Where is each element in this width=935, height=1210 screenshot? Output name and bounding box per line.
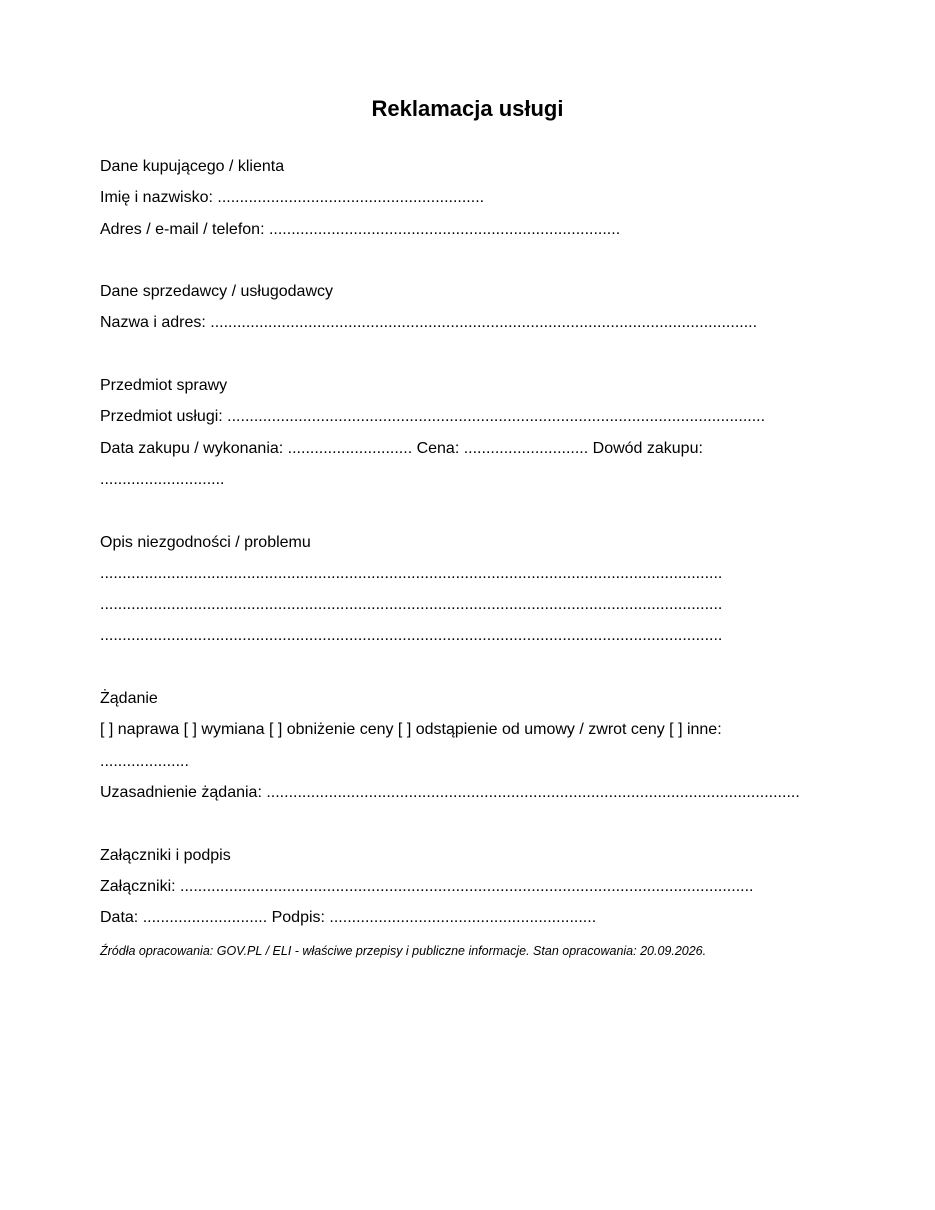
signature-field: Data: ............................ Podpis: ............................................................ (100, 909, 597, 927)
buyer-name-field: Imię i nazwisko: ............................................................ (100, 189, 485, 207)
section-spacer (100, 339, 860, 370)
section-spacer (100, 808, 860, 839)
demand-options: [ ] naprawa [ ] wymiana [ ] obniżenie ceny [ ] odstąpienie od umowy / zwrot ceny [ ] inne: (100, 721, 722, 739)
attachments-section (100, 840, 860, 934)
seller-heading: Dane sprzedawcy / usługodawcy (100, 283, 334, 301)
subject-section (100, 370, 860, 495)
demand-other-field: .................... (100, 752, 189, 770)
sources-footnote: Źródła opracowania: GOV.PL / ELI - właściwe przepisy i publiczne informacje. Stan opracowania: 20.09.2026. (100, 944, 707, 959)
description-line: ............................................................................................................................................ (100, 596, 723, 614)
attachments-field: Załączniki: ................................................................................................................................. (100, 877, 754, 895)
buyer-heading: Dane kupującego / klienta (100, 158, 285, 175)
section-spacer (100, 495, 860, 526)
section-spacer (100, 652, 860, 683)
attachments-heading: Załączniki i podpis (100, 846, 231, 864)
description-line: ............................................................................................................................................ (100, 564, 723, 582)
document-title: Reklamacja usługi (371, 96, 564, 121)
description-heading: Opis niezgodności / problemu (100, 533, 311, 551)
seller-address-field: Nazwa i adres: ........................................................................................................................... (100, 314, 758, 332)
section-spacer (100, 245, 860, 276)
description-section (100, 527, 860, 652)
purchase-proof-field: ............................ (100, 470, 225, 488)
demand-section (100, 683, 860, 808)
description-line: ............................................................................................................................................ (100, 627, 723, 645)
demand-justification-field: Uzasadnienie żądania: ........................................................................................................................ (100, 783, 800, 801)
form-content (100, 151, 860, 972)
seller-section (100, 276, 860, 339)
buyer-contact-field: Adres / e-mail / telefon: ............................................................................... (100, 220, 621, 238)
service-field: Przedmiot usługi: ......................................................................................................................... (100, 408, 766, 426)
buyer-section (100, 151, 860, 245)
purchase-details-field: Data zakupu / wykonania: ............................ Cena: ............................ Dowód zakupu: (100, 439, 703, 457)
subject-heading: Przedmiot sprawy (100, 377, 228, 395)
demand-heading: Żądanie (100, 690, 158, 708)
